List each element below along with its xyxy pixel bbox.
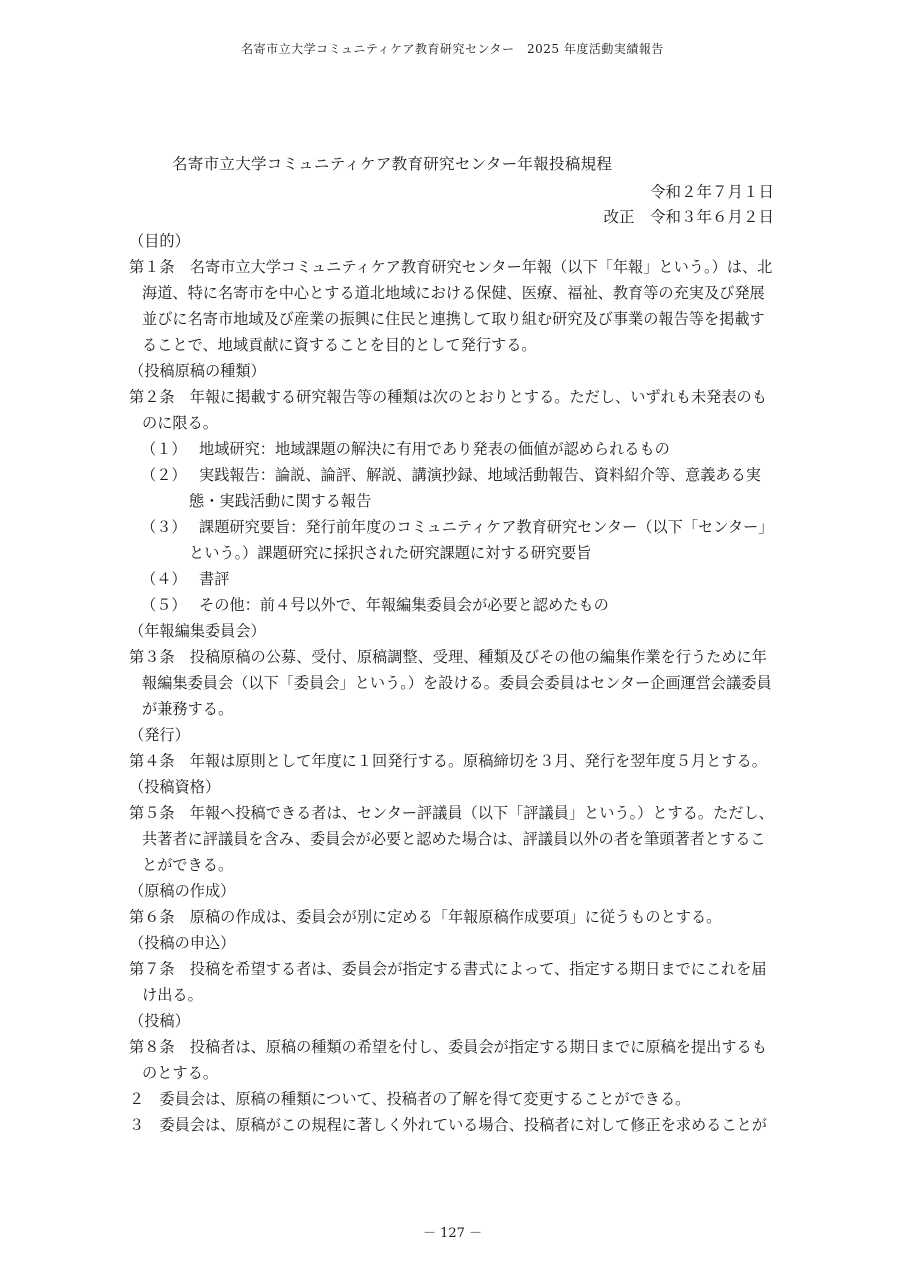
item-number: （１） [141,440,187,458]
article-5: 第５条 年報へ投稿できる者は、センター評議員（以下「評議員」という。）とする。ただし、共著者に評議員を含み、委員会が必要と認めた場合は、評議員以外の者を筆頭著者とすることができる。 [129,804,774,874]
page-number: － 127 － [422,1226,483,1241]
section-heading: （投稿原稿の種類） [129,362,266,380]
item-text: 実践報告：論説、論評、解説、講演抄録、地域活動報告、資料紹介等、意義ある実態・実践活動に関する報告 [189,466,761,510]
list-item [129,462,779,514]
item-text: 地域研究：地域課題の解決に有用であり発表の価値が認められるもの [199,440,670,458]
document-title: 名寄市立大学コミュニティケア教育研究センター年報投稿規程 [172,155,613,173]
article-6: 第６条 原稿の作成は、委員会が別に定める「年報原稿作成要項」に従うものとする。 [129,908,722,926]
article-8-paragraph-3: ３ 委員会は、原稿がこの規程に著しく外れている場合、投稿者に対して修正を求めることが [129,1116,767,1134]
revised-date: 改正 令和３年６月２日 [603,208,774,226]
section-heading: （原稿の作成） [129,882,236,900]
item-number: （３） [141,518,187,536]
section-heading: （投稿の申込） [129,934,236,952]
article-3: 第３条 投稿原稿の公募、受付、原稿調整、受理、種類及びその他の編集作業を行うために年報編集委員会（以下「委員会」という。）を設ける。委員会委員はセンター企画運営会議委員が兼務する。 [129,648,772,718]
list-item [129,592,779,618]
list-item [129,436,779,462]
item-number: （２） [141,466,187,484]
section-heading: （投稿資格） [129,778,221,796]
item-text: その他：前４号以外で、年報編集委員会が必要と認めたもの [199,596,609,614]
section-heading: （発行） [129,726,190,744]
article-8-paragraph-2: ２ 委員会は、原稿の種類について、投稿者の了解を得て変更することができる。 [129,1090,691,1108]
article-1: 第１条 名寄市立大学コミュニティケア教育研究センター年報（以下「年報」という。）は、北海道、特に名寄市を中心とする道北地域における保健、医療、福祉、教育等の充実及び発展並びに名寄市地域及び産業の振興に住民と連携して取り組む研究及び事業の報告等を掲載することで、地域貢献に資することを目的として発行する。 [129,258,773,354]
list-item [129,514,779,566]
section-heading: （投稿） [129,1012,190,1030]
list-item [129,566,779,592]
document-body [129,228,779,1138]
article-7: 第７条 投稿を希望する者は、委員会が指定する書式によって、指定する期日までにこれを届け出る。 [129,960,767,1004]
article-8: 第８条 投稿者は、原稿の種類の希望を付し、委員会が指定する期日までに原稿を提出するものとする。 [129,1038,767,1082]
section-heading: （目的） [129,232,190,250]
section-heading: （年報編集委員会） [129,622,266,640]
article-2: 第２条 年報に掲載する研究報告等の種類は次のとおりとする。ただし、いずれも未発表のものに限る。 [129,388,767,432]
item-number: （４） [141,570,187,588]
item-text: 課題研究要旨：発行前年度のコミュニティケア教育研究センター（以下「センター」という。）課題研究に採択された研究課題に対する研究要旨 [189,518,774,562]
article-4: 第４条 年報は原則として年度に１回発行する。原稿締切を３月、発行を翌年度５月とする。 [129,752,767,770]
item-number: （５） [141,596,187,614]
item-text: 書評 [199,570,230,588]
page-header: 名寄市立大学コミュニティケア教育研究センター 2025 年度活動実績報告 [241,42,664,56]
enacted-date: 令和２年７月１日 [649,183,774,201]
